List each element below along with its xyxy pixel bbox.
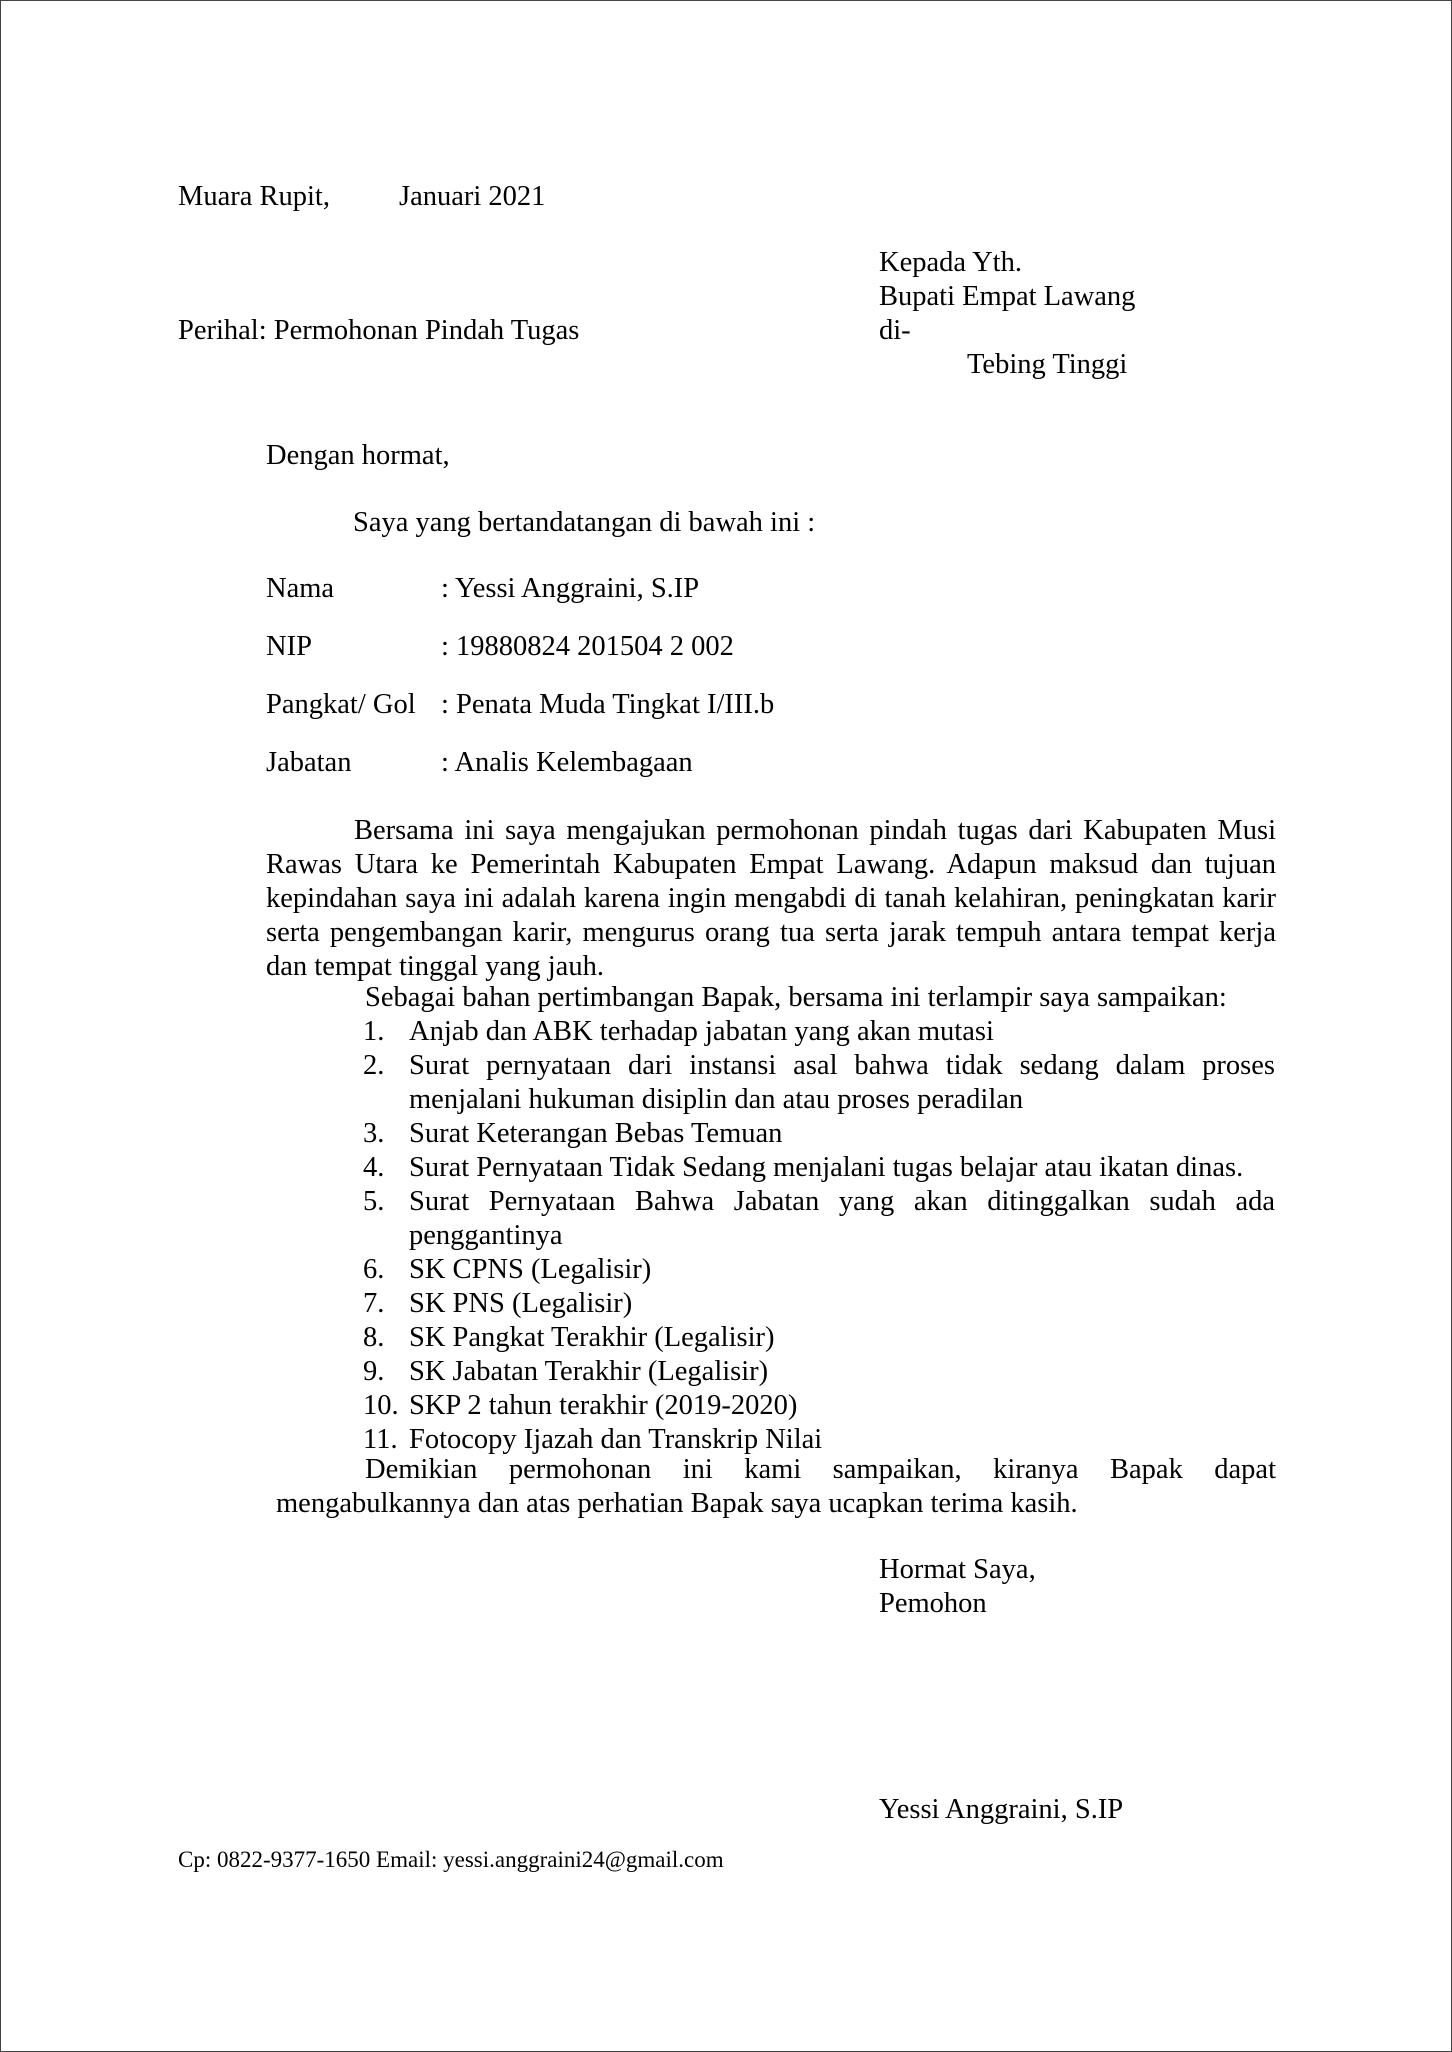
identity-value-position: : Analis Kelembagaan <box>441 747 693 778</box>
identity-value-rank: : Penata Muda Tingkat I/III.b <box>441 689 775 720</box>
list-item-number: 3. <box>363 1118 385 1149</box>
list-item-text: Fotocopy Ijazah dan Transkrip Nilai <box>409 1424 823 1455</box>
list-item-number: 2. <box>363 1050 385 1081</box>
letter-date: Januari 2021 <box>399 181 546 212</box>
signatory-name: Yessi Anggraini, S.IP <box>879 1794 1124 1825</box>
list-item-number: 6. <box>363 1254 385 1285</box>
list-item <box>363 1185 1275 1253</box>
letter-place: Muara Rupit, <box>178 181 330 212</box>
list-item-number: 4. <box>363 1152 385 1183</box>
recipient-line-2: Bupati Empat Lawang <box>879 281 1136 312</box>
recipient-line-3: di- <box>879 315 911 346</box>
identity-label-position: Jabatan <box>266 747 352 778</box>
list-item-text: Surat Pernyataan Bahwa Jabatan yang akan ditinggalkan sudah ada penggantinya <box>409 1186 1275 1251</box>
attachments-intro: Sebagai bahan pertimbangan Bapak, bersama ini terlampir saya sampaikan: <box>365 982 1227 1013</box>
list-item-text: Surat pernyataan dari instansi asal bahwa tidak sedang dalam proses menjalani hukuman disiplin dan atau proses peradilan <box>409 1050 1275 1115</box>
list-item <box>363 1321 1275 1355</box>
letter-greeting: Dengan hormat, <box>266 440 450 471</box>
list-item <box>363 1287 1275 1321</box>
list-item-text: Anjab dan ABK terhadap jabatan yang akan mutasi <box>409 1016 994 1047</box>
list-item-number: 8. <box>363 1322 385 1353</box>
list-item <box>363 1117 1275 1151</box>
footer-contact: Cp: 0822-9377-1650 Email: yessi.anggraini24@gmail.com <box>178 1847 724 1872</box>
list-item-number: 7. <box>363 1288 385 1319</box>
signoff-line-1: Hormat Saya, <box>879 1554 1036 1585</box>
list-item-number: 11. <box>363 1424 398 1455</box>
recipient-line-1: Kepada Yth. <box>879 247 1022 278</box>
list-item-text: SK PNS (Legalisir) <box>409 1288 633 1319</box>
letter-subject: Perihal: Permohonan Pindah Tugas <box>178 315 580 346</box>
list-item-text: SKP 2 tahun terakhir (2019-2020) <box>409 1390 798 1421</box>
identity-label-nip: NIP <box>266 631 312 662</box>
letter-intro: Saya yang bertandatangan di bawah ini : <box>353 507 816 538</box>
list-item <box>363 1423 1275 1457</box>
list-item-text: SK CPNS (Legalisir) <box>409 1254 652 1285</box>
list-item <box>363 1015 1275 1049</box>
list-item-number: 9. <box>363 1356 385 1387</box>
list-item <box>363 1049 1275 1117</box>
list-item-number: 1. <box>363 1016 385 1047</box>
list-item <box>363 1253 1275 1287</box>
identity-value-name: : Yessi Anggraini, S.IP <box>441 573 700 604</box>
body-paragraph: Bersama ini saya mengajukan permohonan pindah tugas dari Kabupaten Musi Rawas Utara ke Pemerintah Kabupaten Empat Lawang. Adapun maksud dan tujuan kepindahan saya ini adalah karena ingin mengabdi di tanah kelahiran, peningkatan karir serta pengembangan karir, mengurus orang tua serta jarak tempuh antara tempat kerja dan tempat tinggal yang jauh. <box>266 815 1276 982</box>
list-item <box>363 1389 1275 1423</box>
list-item-text: SK Jabatan Terakhir (Legalisir) <box>409 1356 769 1387</box>
list-item <box>363 1355 1275 1389</box>
list-item-number: 5. <box>363 1186 385 1217</box>
identity-value-nip: : 19880824 201504 2 002 <box>441 631 734 662</box>
identity-label-name: Nama <box>266 573 335 604</box>
list-item-number: 10. <box>363 1390 399 1421</box>
recipient-line-4: Tebing Tinggi <box>967 349 1128 380</box>
signoff-line-2: Pemohon <box>879 1588 987 1619</box>
list-item <box>363 1151 1275 1185</box>
identity-label-rank: Pangkat/ Gol <box>266 689 416 720</box>
closing-paragraph: Demikian permohonan ini kami sampaikan, kiranya Bapak dapat mengabulkannya dan atas perhatian Bapak saya ucapkan terima kasih. <box>276 1454 1276 1519</box>
list-item-text: Surat Keterangan Bebas Temuan <box>409 1118 783 1149</box>
list-item-text: Surat Pernyataan Tidak Sedang menjalani tugas belajar atau ikatan dinas. <box>409 1152 1244 1183</box>
list-item-text: SK Pangkat Terakhir (Legalisir) <box>409 1322 775 1353</box>
